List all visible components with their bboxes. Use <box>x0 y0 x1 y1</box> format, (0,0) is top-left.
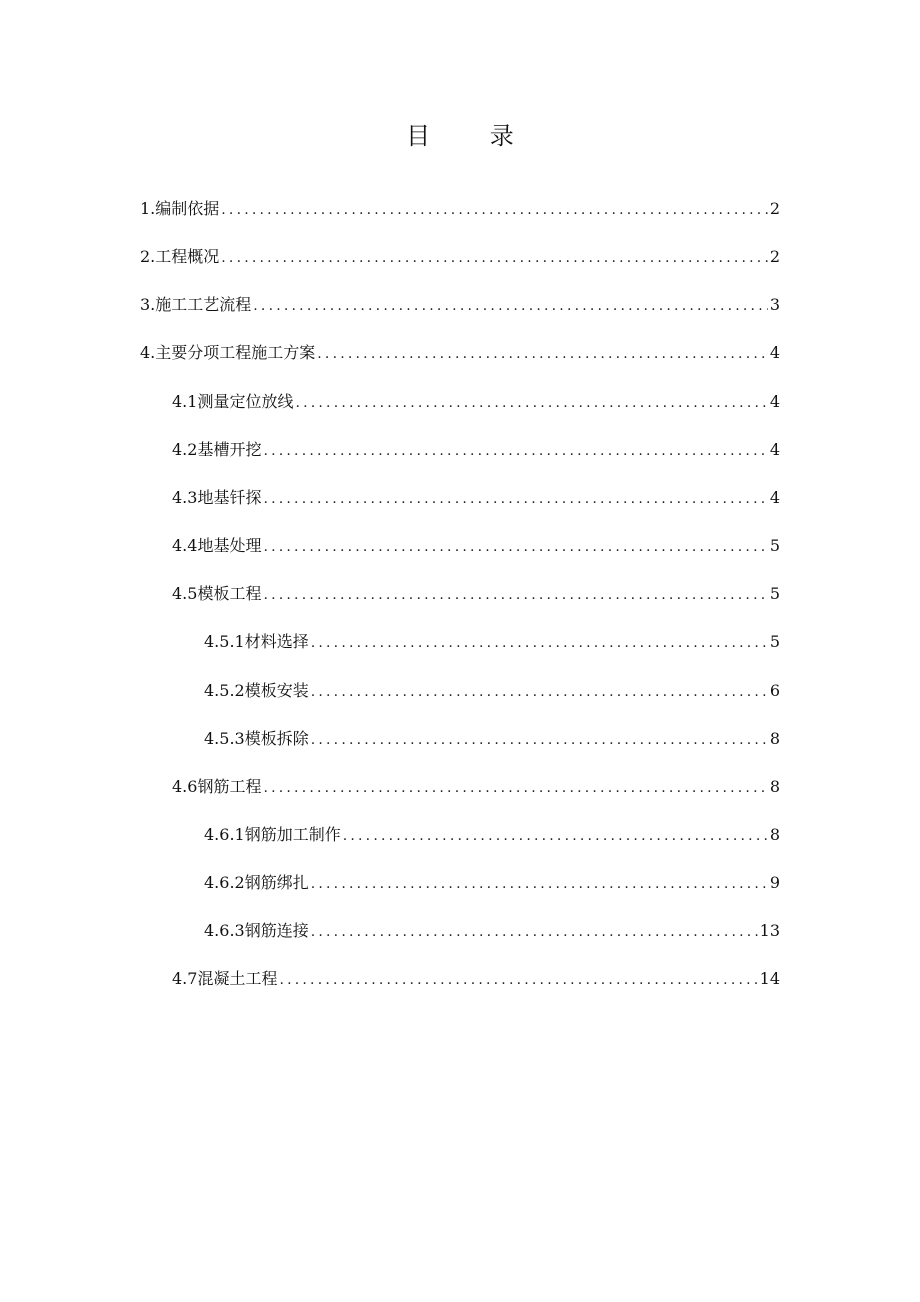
toc-entry[interactable] <box>172 582 780 606</box>
toc-leader-dots <box>279 968 757 992</box>
toc-entry-page: 4 <box>769 343 780 362</box>
toc-leader-dots <box>311 920 758 944</box>
toc-entry-label: 4.5.1材料选择 <box>204 632 309 651</box>
toc-entry-label: 4.4地基处理 <box>172 536 262 555</box>
toc-entry[interactable] <box>140 245 780 269</box>
toc-entry-page: 4 <box>769 440 780 459</box>
toc-entry-page: 9 <box>769 873 780 892</box>
toc-entry-page: 3 <box>769 295 780 314</box>
toc-entry[interactable] <box>140 341 780 365</box>
toc-entry[interactable] <box>172 967 780 991</box>
page-title: 目 录 <box>406 122 540 150</box>
toc-entry-label: 4.主要分项工程施工方案 <box>140 343 316 362</box>
toc-entry-label: 4.1测量定位放线 <box>172 392 294 411</box>
toc-leader-dots <box>221 198 768 222</box>
toc-entry[interactable] <box>172 486 780 510</box>
toc-entry-label: 4.3地基钎探 <box>172 488 262 507</box>
toc-leader-dots <box>253 294 768 318</box>
toc-entry[interactable] <box>204 679 780 703</box>
toc-entry-label: 4.6钢筋工程 <box>172 777 262 796</box>
toc-entry[interactable] <box>172 438 780 462</box>
toc-entry-page: 4 <box>769 392 780 411</box>
toc-entry[interactable] <box>172 775 780 799</box>
toc-leader-dots <box>311 631 768 655</box>
toc-leader-dots <box>263 776 767 800</box>
toc-entry[interactable] <box>172 390 780 414</box>
toc-entry[interactable] <box>204 871 780 895</box>
toc-leader-dots <box>263 439 767 463</box>
toc-leader-dots <box>295 391 767 415</box>
toc-entry-page: 4 <box>769 488 780 507</box>
toc-leader-dots <box>263 535 767 559</box>
toc-entry-label: 4.5.2模板安装 <box>204 681 309 700</box>
toc-entry-label: 4.7混凝土工程 <box>172 969 278 988</box>
toc-leader-dots <box>221 246 768 270</box>
toc-entry-page: 5 <box>769 632 780 651</box>
toc-entry[interactable] <box>204 919 780 943</box>
toc-entry-page: 2 <box>769 247 780 266</box>
toc-entry-page: 8 <box>769 729 780 748</box>
toc-entry-page: 8 <box>769 777 780 796</box>
toc-entry-page: 5 <box>769 584 780 603</box>
toc-leader-dots <box>317 342 768 366</box>
toc-entry[interactable] <box>140 293 780 317</box>
toc-entry[interactable] <box>204 630 780 654</box>
toc-leader-dots <box>311 872 768 896</box>
toc-leader-dots <box>263 583 767 607</box>
toc-entry-page: 6 <box>769 681 780 700</box>
toc-entry-label: 4.2基槽开挖 <box>172 440 262 459</box>
toc-entry-label: 4.5.3模板拆除 <box>204 729 309 748</box>
toc-entry-label: 2.工程概况 <box>140 247 220 266</box>
toc-entry[interactable] <box>172 534 780 558</box>
toc-entry-label: 4.6.3钢筋连接 <box>204 921 309 940</box>
toc-leader-dots <box>343 824 768 848</box>
toc-entry[interactable] <box>140 197 780 221</box>
toc-entry-page: 8 <box>769 825 780 844</box>
toc-leader-dots <box>263 487 767 511</box>
toc-entry-page: 14 <box>759 969 780 988</box>
toc-entry-page: 2 <box>769 199 780 218</box>
toc-entry-label: 3.施工工艺流程 <box>140 295 252 314</box>
toc-entry[interactable] <box>204 823 780 847</box>
toc-entry-label: 4.6.2钢筋绑扎 <box>204 873 309 892</box>
toc-leader-dots <box>311 680 768 704</box>
toc-entry-page: 13 <box>759 921 780 940</box>
toc-entry-page: 5 <box>769 536 780 555</box>
toc-entry-label: 4.5模板工程 <box>172 584 262 603</box>
toc-leader-dots <box>311 728 768 752</box>
toc-entry-label: 1.编制依据 <box>140 199 220 218</box>
toc-entry[interactable] <box>204 727 780 751</box>
toc-entry-label: 4.6.1钢筋加工制作 <box>204 825 341 844</box>
